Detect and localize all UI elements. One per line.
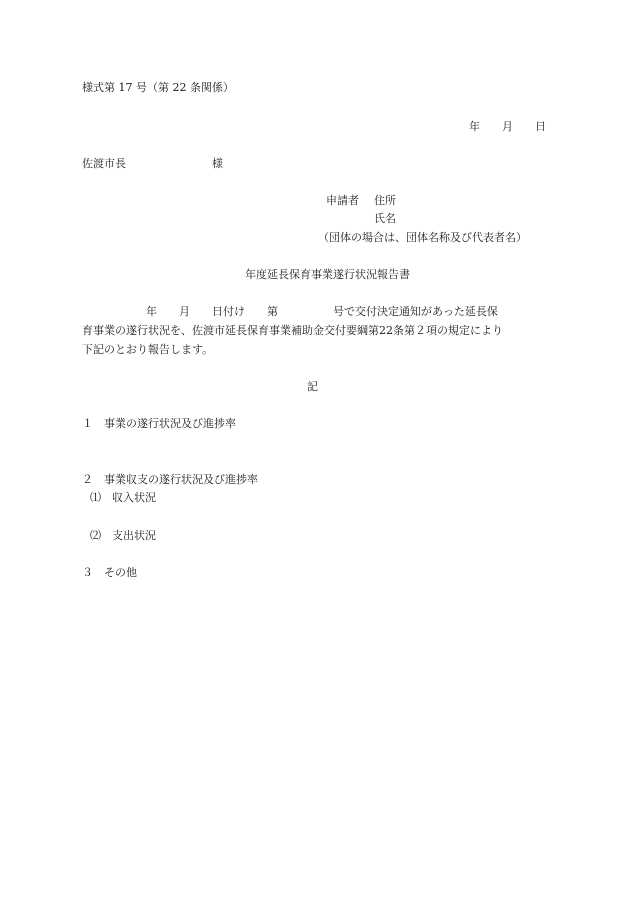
addressee-honorific: 様 bbox=[212, 157, 223, 170]
sub-item-expense: ⑵ 支出状況 bbox=[90, 529, 156, 542]
body-text-line: 育事業の遂行状況を、佐渡市延長保育事業補助金交付要綱第22条第２項の規定により bbox=[82, 324, 503, 337]
name-label: 氏名 bbox=[374, 212, 396, 225]
report-title: 年度延長保育事業遂行状況報告書 bbox=[245, 268, 410, 281]
item-income-expense: ２ 事業収支の遂行状況及び進捗率 bbox=[82, 473, 258, 486]
addressee-name: 佐渡市長 bbox=[82, 157, 126, 170]
group-note: （団体の場合は、団体名称及び代表者名） bbox=[318, 231, 527, 244]
applicant-label: 申請者 bbox=[326, 194, 359, 207]
item-other: ３ その他 bbox=[82, 566, 137, 579]
ki-heading: 記 bbox=[307, 380, 318, 393]
form-number: 様式第 17 号（第 22 条関係） bbox=[82, 81, 234, 94]
address-label: 住所 bbox=[374, 194, 396, 207]
body-text-line: 下記のとおり報告します。 bbox=[82, 343, 214, 356]
body-text-line: 年 月 日付け 第 号で交付決定通知があった延長保 bbox=[146, 305, 498, 318]
date-line: 年 月 日 bbox=[469, 120, 546, 133]
item-progress: １ 事業の遂行状況及び進捗率 bbox=[82, 417, 236, 430]
sub-item-income: ⑴ 収入状況 bbox=[90, 491, 156, 504]
